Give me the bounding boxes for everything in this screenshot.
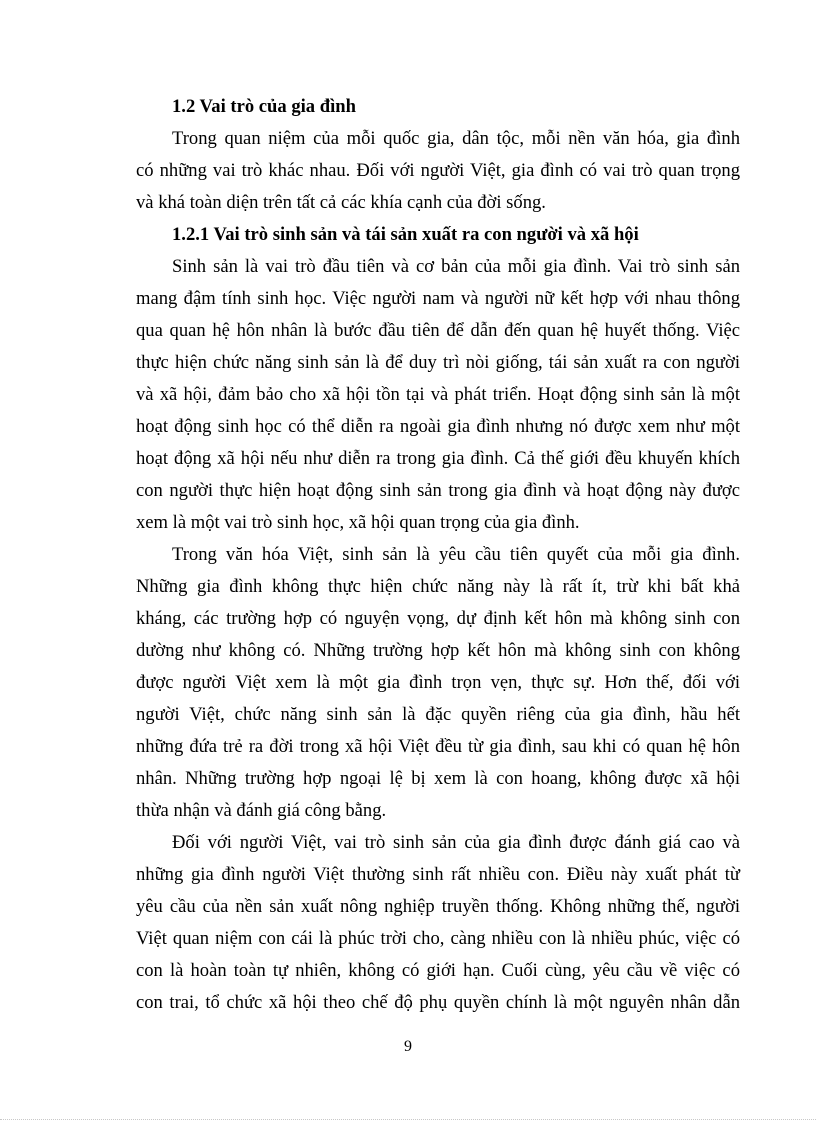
section-heading: 1.2 Vai trò của gia đình (172, 96, 356, 117)
paragraph-line: nhân. Những trường hợp ngoại lệ bị xem là con hoang, không được xã hội (136, 768, 740, 789)
paragraph-line: và xã hội, đảm bảo cho xã hội tồn tại và phát triển. Hoạt động sinh sản là một (136, 384, 740, 405)
paragraph-line: Trong quan niệm của mỗi quốc gia, dân tộc, mỗi nền văn hóa, gia đình (172, 128, 740, 149)
paragraph-line: Những gia đình không thực hiện chức năng này là rất ít, trừ khi bất khả (136, 576, 740, 597)
paragraph-line: dường như không có. Những trường hợp kết hôn mà không sinh con không (136, 640, 740, 661)
paragraph-line: Đối với người Việt, vai trò sinh sản của gia đình được đánh giá cao và (172, 832, 740, 853)
paragraph-line: hoạt động xã hội nếu như diễn ra trong gia đình. Cả thế giới đều khuyến khích (136, 448, 740, 469)
paragraph-line: thực hiện chức năng sinh sản là để duy trì nòi giống, tái sản xuất ra con người (136, 352, 740, 373)
paragraph-line: con người thực hiện hoạt động sinh sản trong gia đình và hoạt động này được (136, 480, 740, 501)
paragraph-line: hoạt động sinh học có thể diễn ra ngoài gia đình nhưng nó được xem như một (136, 416, 740, 437)
paragraph-line: những đứa trẻ ra đời trong xã hội Việt đều từ gia đình, sau khi có quan hệ hôn (136, 736, 740, 757)
paragraph-line: mang đậm tính sinh học. Việc người nam và người nữ kết hợp với nhau thông (136, 288, 740, 309)
paragraph-line: người Việt, chức năng sinh sản là đặc quyền riêng của gia đình, hầu hết (136, 704, 740, 725)
paragraph-line: qua quan hệ hôn nhân là bước đầu tiên để dẫn đến quan hệ huyết thống. Việc (136, 320, 740, 341)
page-number: 9 (404, 1038, 412, 1055)
paragraph-line: yêu cầu của nền sản xuất nông nghiệp truyền thống. Không những thế, người (136, 896, 740, 917)
paragraph-line: Việt quan niệm con cái là phúc trời cho, càng nhiều con là nhiều phúc, việc có (136, 928, 740, 949)
subsection-heading: 1.2.1 Vai trò sinh sản và tái sản xuất ra con người và xã hội (172, 224, 639, 245)
paragraph-line: con là hoàn toàn tự nhiên, không có giới hạn. Cuối cùng, yêu cầu về việc có (136, 960, 740, 981)
paragraph-line: Trong văn hóa Việt, sinh sản là yêu cầu tiên quyết của mỗi gia đình. (172, 544, 740, 565)
paragraph-line: được người Việt xem là một gia đình trọn vẹn, thực sự. Hơn thế, đối với (136, 672, 740, 693)
paragraph-line: kháng, các trường hợp có nguyện vọng, dự định kết hôn mà không sinh con (136, 608, 740, 629)
paragraph-line: Sinh sản là vai trò đầu tiên và cơ bản của mỗi gia đình. Vai trò sinh sản (172, 256, 740, 277)
paragraph-line: xem là một vai trò sinh học, xã hội quan trọng của gia đình. (136, 512, 580, 533)
paragraph-line: và khá toàn diện trên tất cả các khía cạnh của đời sống. (136, 192, 546, 213)
page-bottom-rule (0, 1119, 816, 1120)
paragraph-line: thừa nhận và đánh giá công bằng. (136, 800, 387, 821)
paragraph-line: có những vai trò khác nhau. Đối với người Việt, gia đình có vai trò quan trọng (136, 160, 740, 181)
paragraph-line: con trai, tổ chức xã hội theo chế độ phụ quyền chính là một nguyên nhân dẫn (136, 992, 740, 1013)
paragraph-line: những gia đình người Việt thường sinh rất nhiều con. Điều này xuất phát từ (136, 864, 740, 885)
